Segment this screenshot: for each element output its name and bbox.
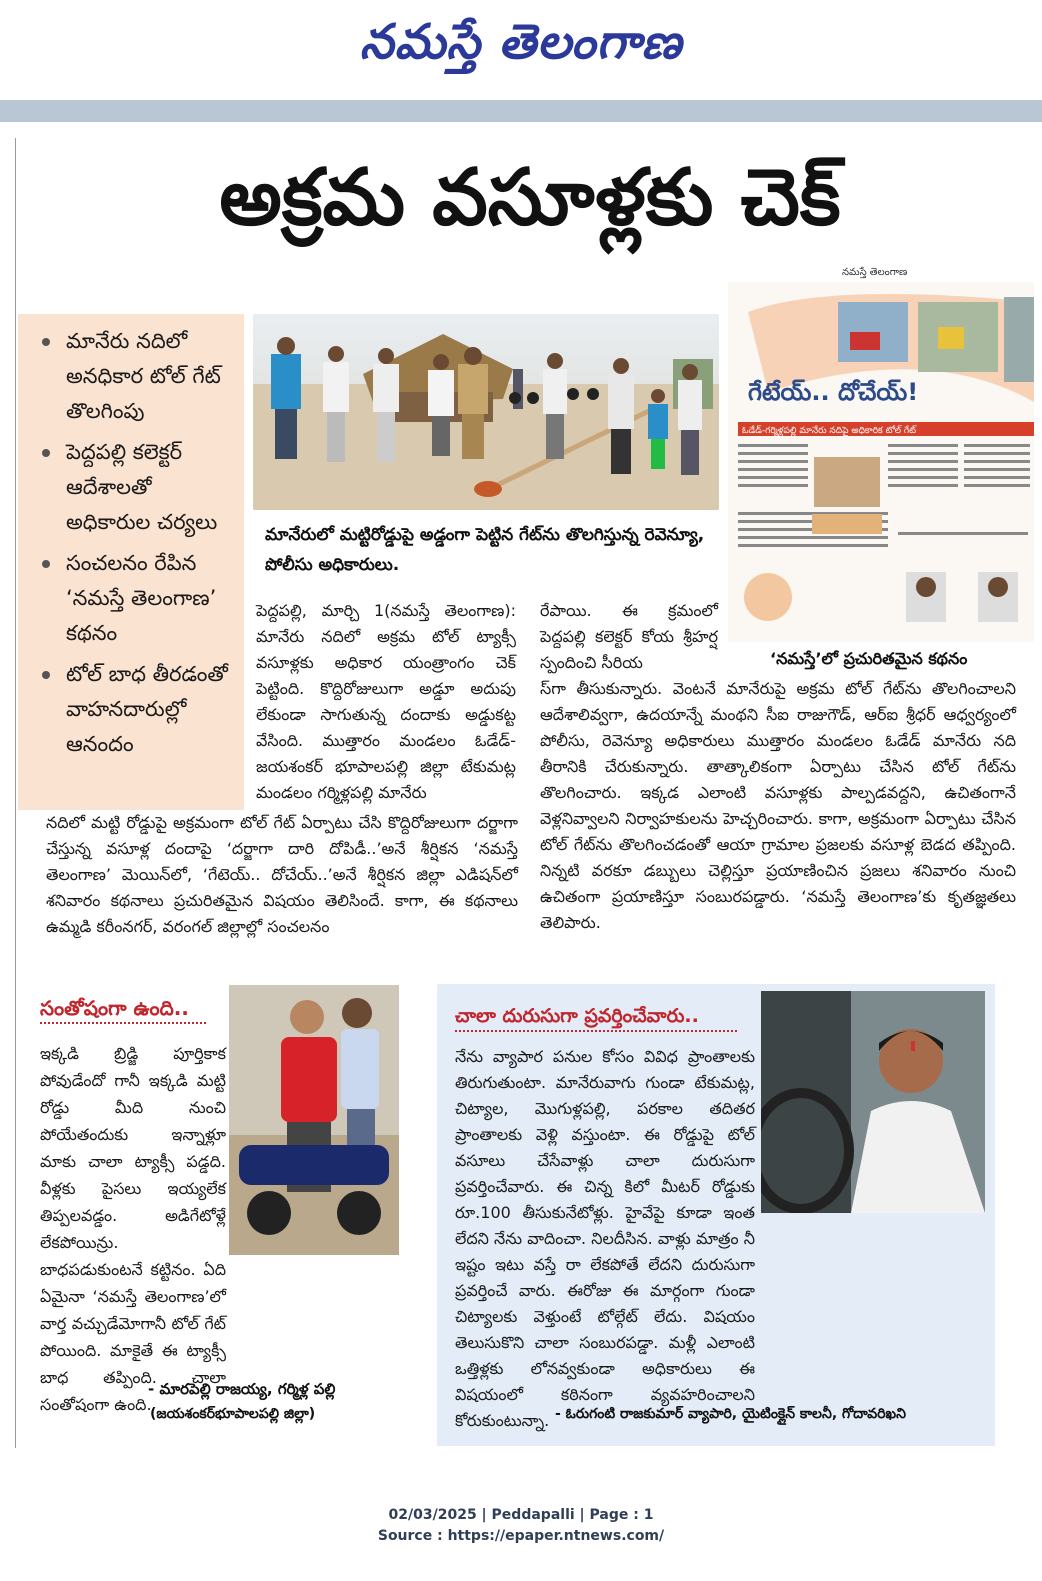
highlight-item: మానేరు నదిలో అనధికార టోల్ గేట్ తొలగింపు — [36, 324, 236, 429]
quote-signature-1-district: (జయశంకర్‌భూపాలపల్లి జిల్లా) — [150, 1406, 316, 1422]
article-lower-left: నదిలో మట్టి రోడ్డుపై అక్రమంగా టోల్ గేట్ ఏర్పాటు చేసి కొద్దిరోజులుగా దర్జాగా చేస్తున్న వసూళ్ల దందాపై ‘దర్జాగా దారి దోపిడీ..’అనే శీర్షికన ‘నమస్తే తెలంగాణ’ మెయిన్‌లో, ‘గేటెయ్.. దోచేయ్..’అనే శీర్షికన జిల్లా ఎడిషన్‌లో శనివారం కథనాలు ప్రచురితమైన విషయం తెలిసిందే. కాగా, ఈ కథనాలు ఉమ్మడి కరీంనగర్, వరంగల్ జిల్లాల్లో సంచలనం — [46, 813, 518, 936]
masthead — [0, 0, 1042, 96]
main-news-photo — [253, 314, 719, 510]
quote-text-2: నేను వ్యాపార పనుల కోసం వివిధ ప్రాంతాలకు తిరుగుతుంటా. మానేరువాగు గుండా టేకుమట్ల, చిట్యాల, మొగుళ్లపల్లి, పరకాల తదితర ప్రాంతాలకు వెళ్లి వస్తుంటా. ఈ రోడ్డుపై టోల్ వసూలు చేసేవాళ్లు చాలా దురుసుగా ప్రవర్తించేవారు. ఈ చిన్న కిలో మీటర్ రోడ్డుకు రూ.100 తీసుకునేటోళ్లు. హైవేపై కూడా ఇంత లేదని నేను వాదించా. నిలదీసిన. వాళ్లు మాత్రం నీ ఇష్టం ఇటు వస్తే రా లేకపోతే లేదని దురుసుగా ప్రవర్తించే వారు. ఈరోజు ఈ మార్గంగా గుండా చిట్యాలకు వెళ్తుంటే టోల్గేట్ లేదు. విషయం తెలుసుకొని చాలా సంబురపడ్డా. మళ్లీ ఎలాంటి ఒత్తిళ్లకు లోనవ్వకుండా అధికారులు ఈ విషయంలో కఠినంగా వ్యవహరించాలని కోరుకుంటున్నా. — [455, 1047, 755, 1430]
highlight-item: పెద్దపల్లి కలెక్టర్ ఆదేశాలతో అధికారుల చర్యలు — [36, 435, 236, 540]
heading-underline — [455, 1030, 737, 1032]
article-right-column: స్‌గా తీసుకున్నారు. వెంటనే మానేరుపై అక్రమ టోల్ గేట్‌ను తొలగించాలని ఆదేశాలివ్వగా, ఉదయాన్నే మంథని సీఐ రాజుగౌడ్, ఆర్ఐ శ్రీధర్ ఆధ్వర్యంలో పోలీసు, రెవెన్యూ అధికారులు ముత్తారం మండలం ఓడేడ్ మానేరు నది తీరానికి చేరుకున్నారు. తాత్కాలికంగా ఏర్పాటు చేసిన టోల్ గేట్‌ను తొలగించారు. ఇక్కడ ఎలాంటి వసూళ్లకు పాల్పడవద్దని, ఉచితంగానే వెళ్లనివ్వాలని నిర్వాహకులను హెచ్చరించారు. కాగా, అక్రమంగా ఏర్పాటు చేసిన టోల్ గేట్‌ను తొలగించడంతో ఆయా గ్రామాల ప్రజలకు వసూళ్ల బెడద తప్పింది. నిన్నటి వరకూ డబ్బులు చెల్లిస్తూ ప్రయాణించిన ప్రజలు శనివారం నుంచి ఉచితంగా ప్రయాణిస్తూ సంబురపడ్డారు. ‘నమస్తే తెలంగాణ’కు కృతజ్ఞతలు తెలిపారు. — [540, 679, 1016, 932]
article-column-1: పెద్దపల్లి, మార్చి 1(నమస్తే తెలంగాణ): మానేరు నదిలో అక్రమ టోల్ ట్యాక్సీ వసూళ్లకు అధికార యంత్రాంగం చెక్ పెట్టింది. కొద్దిరోజులుగా అడ్డూ అదుపు లేకుండా సాగుతున్న దందాకు అడ్డుకట్ట వేసింది. ముత్తారం మండలం ఓడేడ్- జయశంకర్ భూపాలపల్లి జిల్లా టేకుమట్ల మండలం గర్మిళ్లపల్లి మానేరు — [256, 601, 516, 802]
bullet-icon — [42, 560, 50, 568]
clip-strip: ఓడేడ్-గర్మిళ్లపల్లి మానేరు నదిపై అధికారిక టోల్ గేట్ — [742, 426, 917, 436]
left-rule — [15, 138, 16, 1448]
photo-caption: మానేరులో మట్టిరోడ్డుపై అడ్డంగా పెట్టిన గేట్‌ను తొలగిస్తున్న రెవెన్యూ, పోలీసు అధికారులు. — [265, 525, 705, 575]
highlight-item: సంచలనం రేపిన ‘నమస్తే తెలంగాణ’ కథనం — [36, 546, 236, 651]
highlights-box — [18, 314, 244, 810]
quote-signature-1: - మారపెల్లి రాజయ్య, గర్మిళ్ల పల్లి — [148, 1380, 336, 1398]
quote-photo-1 — [229, 985, 399, 1255]
bullet-icon — [42, 671, 50, 679]
quote-photo-2 — [761, 991, 985, 1213]
driver-photo — [761, 991, 985, 1213]
quote-heading-1: సంతోషంగా ఉంది.. — [40, 996, 189, 1020]
headline: అక్రమ వసూళ్లకు చెక్ — [219, 153, 841, 243]
clip-credit: నమస్తే తెలంగాణ — [842, 267, 908, 278]
quote-signature-2: - ఓరుగంటి రాజకుమార్ వ్యాపారి, యైటింక్లైన్ కాలనీ, గోదావరిఖని — [555, 1406, 906, 1422]
article-column-2: రేపాయి. ఈ క్రమంలో పెద్దపల్లి కలెక్టర్ కోయ శ్రీహర్ష స్పందించి సీరియ — [540, 601, 718, 672]
footer-edition-info: 02/03/2025 | Peddapalli | Page : 1 — [388, 1507, 654, 1523]
quote-heading-2: చాలా దురుసుగా ప్రవర్తించేవారు.. — [455, 1005, 699, 1027]
earlier-article-clipping — [728, 282, 1034, 642]
clipping-caption: ‘నమస్తే’లో ప్రచురితమైన కథనం — [770, 649, 968, 668]
bullet-icon — [42, 449, 50, 457]
heading-underline — [40, 1022, 206, 1024]
footer-source-link[interactable]: Source : https://epaper.ntnews.com/ — [377, 1528, 665, 1544]
gate-removal-photo — [253, 314, 719, 510]
bullet-icon — [42, 338, 50, 346]
farmer-on-bike-photo — [229, 985, 399, 1255]
highlight-item: టోల్ బాధ తీరడంతో వాహనదారుల్లో ఆనందం — [36, 657, 236, 762]
newspaper-logo: నమస్తే తెలంగాణ — [359, 14, 683, 70]
highlights-list — [18, 314, 244, 762]
masthead-band — [0, 100, 1042, 122]
clip-headline-1: గేటేయ్.. దోచేయ్! — [748, 378, 919, 406]
quote-text-1: ఇక్కడి బ్రిడ్జి పూర్తికాక పోవుడేందో గానీ ఇక్కడి మట్టి రోడ్డు మీది నుంచి పోయేతందుకు ఇన్నాళ్లూ మాకు చాలా ట్యాక్సీ పడ్డది. వీళ్లకు పైసలు ఇయ్యలేక తిప్పలవడ్డం. అడిగేటోళ్లే లేకపోయిన్రు. బాధపడుకుంటనే కట్టినం. ఏది ఏమైనా ‘నమస్తే తెలంగాణ’లో వార్త వచ్చుడేమోగానీ టోల్ గేట్ పోయింది. మాకైతే ఈ ట్యాక్సీ బాధ తప్పింది. చాలా సంతోషంగా ఉంది. — [40, 1044, 226, 1414]
clipping-image — [728, 282, 1034, 642]
